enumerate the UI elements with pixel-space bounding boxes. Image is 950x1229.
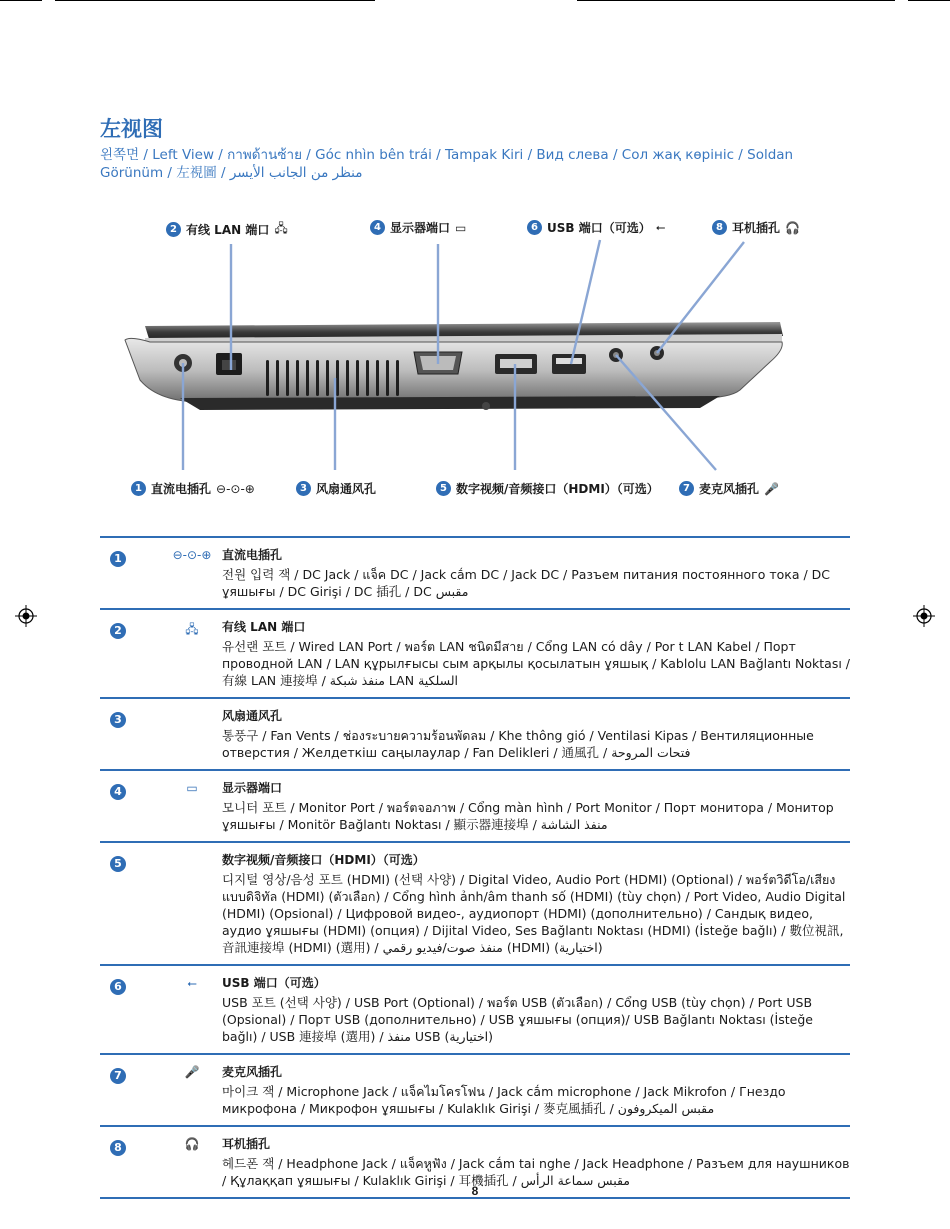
hdmi-icon bbox=[162, 851, 222, 956]
callout-label: 风扇通风孔 bbox=[316, 482, 377, 496]
callout-label: 数字视频/音频接口（HDMI）（可选） bbox=[456, 482, 659, 496]
callout-dc-jack bbox=[131, 480, 255, 497]
page-subtitle: 왼쪽면 / Left View / กาพด้านซ้าย / Góc nhìn bên trái / Tampak Kiri / Вид слева / Сол жақ көрініс / Soldan Görünüm / 左視圖 / منظر من الجانب الأيسر bbox=[100, 147, 794, 181]
row-heading: 麦克风插孔 bbox=[222, 1065, 283, 1079]
callout-label: 麦克风插孔 bbox=[699, 482, 760, 496]
row-number: 3 bbox=[110, 712, 126, 728]
callout-number: 5 bbox=[436, 481, 451, 496]
row-heading: 风扇通风孔 bbox=[222, 709, 283, 723]
callout-number: 1 bbox=[131, 481, 146, 496]
usb-icon: ⭠ bbox=[655, 220, 666, 234]
row-heading: 直流电插孔 bbox=[222, 548, 283, 562]
network-icon: 🖧 bbox=[274, 221, 288, 235]
row-number: 4 bbox=[110, 784, 126, 800]
registration-mark-left bbox=[15, 605, 37, 627]
callout-label: 显示器端口 bbox=[390, 221, 451, 235]
callout-number: 3 bbox=[296, 481, 311, 496]
dc-polarity-icon: ⊖-⊙-⊕ bbox=[216, 481, 255, 496]
callout-monitor-port bbox=[370, 219, 466, 236]
monitor-icon: ▭ bbox=[455, 220, 467, 235]
callout-label: 有线 LAN 端口 bbox=[186, 223, 270, 237]
row-heading: 有线 LAN 端口 bbox=[222, 620, 306, 634]
callout-label: USB 端口（可选） bbox=[547, 221, 651, 235]
row-heading: USB 端口（可选） bbox=[222, 976, 326, 990]
callout-lan-port bbox=[166, 219, 288, 240]
row-heading: 显示器端口 bbox=[222, 781, 283, 795]
headphone-icon: 🎧 bbox=[785, 220, 800, 235]
registration-mark-right bbox=[913, 605, 935, 627]
callout-microphone-jack bbox=[679, 480, 779, 497]
microphone-icon: 🎤 bbox=[184, 1065, 200, 1079]
row-description: USB 포트 (선택 사양) / USB Port (Optional) / พอร์ต USB (ตัวเลือก) / Cổng USB (tùy chọn) / Port USB (Opsional) / Порт USB (дополнительно) / USB ұяшығы (опция)/ USB Bağlantı Noktası (İsteğe bağlı) / USB 連接埠 (選用) / منفذ USB (اختيارية) bbox=[222, 995, 813, 1044]
row-description: 디지털 영상/음성 포트 (HDMI) (선택 사양) / Digital Video, Audio Port (HDMI) (Optional) / พอร์ตวิดีโอ/เสียงแบบดิจิทัล (HDMI) (ตัวเลือก) / Cổng hình ảnh/âm thanh số (HDMI) (tùy chọn) / Port Video, Audio Digital (HDMI) (Opsional) / Цифровой видео-, аудиопорт (HDMI) (дополнительно) / Сандық видео, аудио ұяшығы (HDMI) (опция) / Dijital Video, Ses Bağlantı Noktası (HDMI) (İsteğe bağlı) / 數位視訊, 音訊連接埠 (HDMI) (選用) / منفذ صوت/فيديو رقمي (HDMI) (اختيارية) bbox=[222, 872, 846, 955]
page-number: 8 bbox=[471, 1184, 479, 1198]
callout-number: 4 bbox=[370, 220, 385, 235]
table-row bbox=[100, 697, 850, 769]
row-number: 6 bbox=[110, 979, 126, 995]
row-number: 2 bbox=[110, 623, 126, 639]
port-description-table bbox=[100, 536, 850, 1199]
row-description: 통풍구 / Fan Vents / ช่องระบายความร้อนพัดลม / Khe thông gió / Ventilasi Kipas / Вентиляционные отверстия / Желдеткіш саңылаулар / Fan Delikleri / 通風孔 / فتحات المروحة bbox=[222, 728, 814, 760]
row-description: 유선랜 포트 / Wired LAN Port / พอร์ต LAN ชนิดมีสาย / Cổng LAN có dây / Por t LAN Kabel / Порт проводной LAN / LAN құрылғысы сым арқылы қосылатын ұяшық / Kablolu LAN Bağlantı Noktası / 有線 LAN 連接埠 / منفذ شبكة LAN السلكية bbox=[222, 639, 851, 688]
table-row bbox=[100, 769, 850, 841]
callout-usb-port bbox=[527, 219, 665, 236]
row-description: 전원 입력 잭 / DC Jack / แจ็ค DC / Jack cắm DC / Jack DC / Разъем питания постоянного тока / DC ұяшығы / DC Girişi / DC 插孔 / DC مقبس bbox=[222, 567, 830, 599]
row-number: 5 bbox=[110, 856, 126, 872]
row-number: 8 bbox=[110, 1140, 126, 1156]
callout-number: 6 bbox=[527, 220, 542, 235]
row-number: 1 bbox=[110, 551, 126, 567]
table-row bbox=[100, 841, 850, 964]
callout-label: 直流电插孔 bbox=[151, 482, 212, 496]
row-description: 헤드폰 잭 / Headphone Jack / แจ็คหูฟัง / Jack cắm tai nghe / Jack Headphone / Разъем для наушников / Құлаққап ұяшығы / Kulaklık Girişi / 耳機插孔 / مقبس سماعة الرأس bbox=[222, 1156, 850, 1188]
callout-fan-vents bbox=[296, 480, 376, 497]
row-description: 마이크 잭 / Microphone Jack / แจ็คไมโครโฟน / Jack cắm microphone / Jack Mikrofon / Гнездо микрофона / Микрофон ұяшығы / Kulaklık Girişi / 麥克風插孔 / مقبس الميكروفون bbox=[222, 1084, 786, 1116]
laptop-left-side-illustration bbox=[0, 0, 950, 520]
page-title: 左视图 bbox=[100, 117, 163, 141]
table-row bbox=[100, 608, 850, 697]
callout-label: 耳机插孔 bbox=[732, 221, 781, 235]
callout-hdmi-port bbox=[436, 480, 659, 497]
usb-icon: ⭠ bbox=[187, 976, 197, 990]
headphone-icon: 🎧 bbox=[184, 1137, 200, 1151]
fan-vent-icon bbox=[162, 707, 222, 761]
callout-headphone-jack bbox=[712, 219, 800, 236]
table-row bbox=[100, 536, 850, 608]
monitor-icon: ▭ bbox=[186, 781, 198, 795]
table-row bbox=[100, 964, 850, 1053]
row-heading: 耳机插孔 bbox=[222, 1137, 271, 1151]
row-number: 7 bbox=[110, 1068, 126, 1084]
dc-polarity-icon: ⊖-⊙-⊕ bbox=[172, 548, 212, 562]
row-description: 모니터 포트 / Monitor Port / พอร์ตจอภาพ / Cổng màn hình / Port Monitor / Порт монитора / Монитор ұяшығы / Monitör Bağlantı Noktası / 顯示器連接埠 / منفذ الشاشة bbox=[222, 800, 834, 832]
callout-number: 8 bbox=[712, 220, 727, 235]
microphone-icon: 🎤 bbox=[764, 481, 779, 496]
row-heading: 数字视频/音频接口（HDMI）（可选） bbox=[222, 853, 425, 867]
callout-number: 7 bbox=[679, 481, 694, 496]
callout-number: 2 bbox=[166, 222, 181, 237]
network-icon: 🖧 bbox=[185, 622, 199, 636]
table-row bbox=[100, 1053, 850, 1125]
